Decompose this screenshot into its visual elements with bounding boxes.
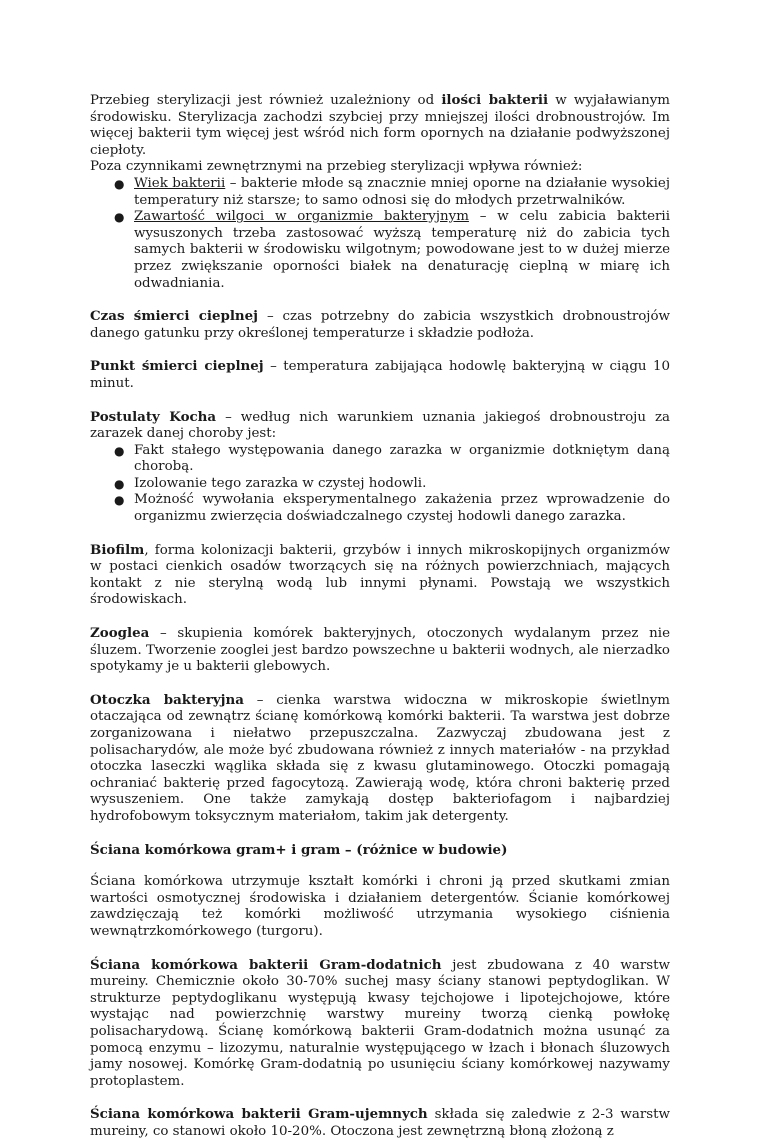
ilosc-bakterii-term: ilości bakterii <box>441 92 549 108</box>
factor-list <box>90 176 670 292</box>
gram-ujemne-paragraph: Ściana komórkowa bakterii Gram-ujemnych składa się zaledwie z 2-3 warstw mureiny, co stanowi około 10-20%. Otoczona jest zewnętrzną błoną złożoną z <box>90 1106 670 1139</box>
bullet-icon: ● <box>114 176 125 191</box>
sciana-intro-paragraph: Ściana komórkowa utrzymuje kształt komórki i chroni ją przed skutkami zmian wartości osmotycznej środowiska i działaniem detergentów. Ścianie komórkowej zawdzięczają też komórki możliwość utrzymania wysokiego ciśnienia wewnątrzkomórkowego (turgoru). <box>90 874 670 939</box>
intro-lead: Poza czynnikami zewnętrznymi na przebieg sterylizacji wpływa również: <box>90 159 583 175</box>
bullet-icon: ● <box>114 210 125 225</box>
document-page <box>90 92 670 1140</box>
list-item: ● Zawartość wilgoci w organizmie bakteryjnym – w celu zabicia bakterii wysuszonych trzeba zastosować wyższą temperaturę niż do zabicia tych samych bakterii w środowisku wilgotnym; powodowane jest to w dużej mierze przez zwiększanie oporności białek na denaturację cieplną w miarę ich odwadniania. <box>114 209 671 291</box>
postulaty-paragraph: Postulaty Kocha – według nich warunkiem uznania jakiegoś drobnoustroju za zarazek danej choroby jest: <box>90 408 670 442</box>
bullet-icon: ● <box>114 443 125 458</box>
section-heading: Ściana komórkowa gram+ i gram – (różnice w budowie) <box>90 841 508 858</box>
zooglea-paragraph: Zooglea – skupienia komórek bakteryjnych, otoczonych wydalanym przez nie śluzem. Tworzenie zooglei jest bardzo powszechne u bakterii wodnych, ale nierzadko spotykamy je u bakterii glebowych. <box>90 625 670 675</box>
list-item: ● Możność wywołania eksperymentalnego zakażenia przez wprowadzenie do organizmu zwierzęcia doświadczalnego czystej hodowli danego zarazka. <box>114 492 670 525</box>
intro-paragraph: Przebieg sterylizacji jest również uzależniony od ilości bakterii w wyjaławianym środowisku. Sterylizacja zachodzi szybciej przy mniejszej ilości drobnoustrojów. Im więcej bakterii tym więcej jest wśród nich form opornych na działanie podwyższonej ciepłoty. <box>90 92 670 158</box>
otoczka-paragraph: Otoczka bakteryjna – cienka warstwa widoczna w mikroskopie świetlnym otaczająca od zewnątrz ścianę komórkową komórki bakterii. Ta warstwa jest dobrze zorganizowana i niełatwo przepuszczalna. Zazwyczaj zbudowana jest z polisacharydów, ale może być zbudowana również z innych materiałów - na przykład otoczka laseczki wąglika składa się z kwasu glutaminowego. Otoczki pomagają ochraniać bakterię przed fagocytozą. Zawierają wodę, która chroni bakterię przed wysuszeniem. One także zamykają dostęp bakteriofagom i najbardziej hydrofobowym toksycznym materiałom, takim jak detergenty. <box>90 691 670 824</box>
bullet-icon: ● <box>114 476 125 491</box>
list-item: ● Izolowanie tego zarazka w czystej hodowli. <box>114 475 427 491</box>
gram-dodatnie-paragraph: Ściana komórkowa bakterii Gram-dodatnich jest zbudowana z 40 warstw mureiny. Chemicznie około 30-70% suchej masy ściany stanowi peptydoglikan. W strukturze peptydoglikanu występują kwasy tejchojowe i lipotejchojowe, które wystając nad powierzchnię warstwy mureiny tworzą cienką powłokę polisacharydową. Ścianę komórkową bakterii Gram-dodatnich można usunąć za pomocą enzymu – lizozymu, naturalnie występującego w łzach i błonach śluzowych jamy nosowej. Komórkę Gram-dodatnią po usunięciu ściany komórkowej nazywamy protoplastem. <box>90 956 670 1089</box>
list-item: ● Wiek bakterii – bakterie młode są znacznie mniej oporne na działanie wysokiej temperatury niż starsze; to samo odnosi się do młodych przetrwalników. <box>114 175 670 208</box>
list-item: ● Fakt stałego występowania danego zarazka w organizmie dotkniętym daną chorobą. <box>114 442 670 475</box>
postulaty-list <box>90 443 670 526</box>
bullet-icon: ● <box>114 493 125 508</box>
biofilm-paragraph: Biofilm, forma kolonizacji bakterii, grzybów i innych mikroskopijnych organizmów w postaci cienkich osadów tworzących się na różnych powierzchniach, mających kontakt z nie sterylną wodą lub innymi płynami. Powstają we wszystkich środowiskach. <box>90 541 670 608</box>
punkt-smierci-paragraph: Punkt śmierci cieplnej – temperatura zabijająca hodowlę bakteryjną w ciągu 10 minut. <box>90 358 670 391</box>
czas-smierci-paragraph: Czas śmierci cieplnej – czas potrzebny do zabicia wszystkich drobnoustrojów danego gatunku przy określonej temperaturze i składzie podłoża. <box>90 308 670 341</box>
